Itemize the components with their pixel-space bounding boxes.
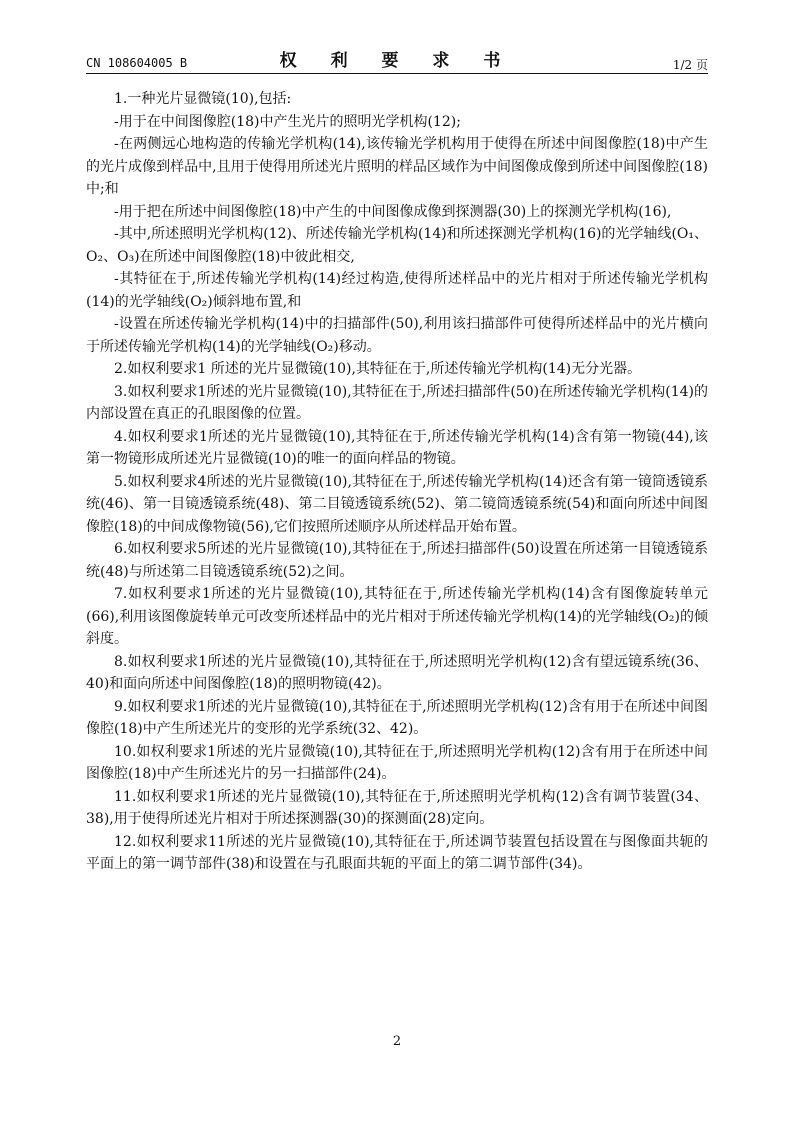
claim-paragraph: -设置在所述传输光学机构(14)中的扫描部件(50),利用该扫描部件可使得所述样品中的光片横向于所述传输光学机构(14)的光学轴线(O₂)移动。 (86, 316, 708, 355)
claim-paragraph: 10.如权利要求1所述的光片显微镜(10),其特征在于,所述照明光学机构(12)含有用于在所述中间图像腔(18)中产生所述光片的另一扫描部件(24)。 (86, 743, 708, 782)
claim-paragraph: 9.如权利要求1所述的光片显微镜(10),其特征在于,所述照明光学机构(12)含有用于在所述中间图像腔(18)中产生所述光片的变形的光学系统(32、42)。 (86, 698, 708, 737)
claim-paragraph: -其特征在于,所述传输光学机构(14)经过构造,使得所述样品中的光片相对于所述传输光学机构(14)的光学轴线(O₂)倾斜地布置,和 (86, 271, 708, 310)
document-title: 权 利 要 求 书 (279, 51, 515, 71)
claim-paragraph: 5.如权利要求4所述的光片显微镜(10),其特征在于,所述传输光学机构(14)还含有第一镜筒透镜系统(46)、第一目镜透镜系统(48)、第二目镜透镜系统(52)、第二镜筒透镜系统(54)和面向所述中间图像腔(18)的中间成像物镜(56),它们按照所述顺序从所述样品开始布置。 (86, 473, 708, 535)
header-rule (86, 73, 708, 74)
claim-paragraph: 12.如权利要求11所述的光片显微镜(10),其特征在于,所述调节装置包括设置在与图像面共轭的平面上的第一调节部件(38)和设置在与孔眼面共轭的平面上的第二调节部件(34)。 (86, 833, 708, 872)
claim-paragraph: 4.如权利要求1所述的光片显微镜(10),其特征在于,所述传输光学机构(14)含有第一物镜(44),该第一物镜形成所述光片显微镜(10)的唯一的面向样品的物镜。 (86, 428, 708, 467)
claim-paragraph: 8.如权利要求1所述的光片显微镜(10),其特征在于,所述照明光学机构(12)含有望远镜系统(36、40)和面向所述中间图像腔(18)的照明物镜(42)。 (86, 653, 708, 692)
claims-body (86, 88, 708, 876)
claim-paragraph: 11.如权利要求1所述的光片显微镜(10),其特征在于,所述照明光学机构(12)含有调节装置(34、38),用于使得所述光片相对于所述探测器(30)的探测面(28)定向。 (86, 788, 708, 827)
claim-paragraph: 7.如权利要求1所述的光片显微镜(10),其特征在于,所述传输光学机构(14)含有图像旋转单元(66),利用该图像旋转单元可改变所述样品中的光片相对于所述传输光学机构(14)的光学轴线(O₂)的倾斜度。 (86, 586, 708, 647)
claim-paragraph: -用于在中间图像腔(18)中产生光片的照明光学机构(12); (114, 113, 461, 130)
claim-paragraph: 1.一种光片显微镜(10),包括: (114, 91, 292, 107)
claim-paragraph: -用于把在所述中间图像腔(18)中产生的中间图像成像到探测器(30)上的探测光学机构(16), (114, 203, 672, 220)
claim-paragraph: -在两侧远心地构造的传输光学机构(14),该传输光学机构用于使得在所述中间图像腔(18)中产生的光片成像到样品中,且用于使得用所述光片照明的样品区域作为中间图像成像到所述中间图像腔(18)中;和 (86, 136, 708, 197)
claim-paragraph: 3.如权利要求1所述的光片显微镜(10),其特征在于,所述扫描部件(50)在所述传输光学机构(14)的内部设置在真正的孔眼图像的位置。 (86, 383, 708, 422)
page-number: 2 (392, 1034, 402, 1049)
claim-paragraph: 2.如权利要求1 所述的光片显微镜(10),其特征在于,所述传输光学机构(14)无分光器。 (114, 361, 642, 377)
page-info: 1/2 页 (672, 58, 708, 72)
claim-paragraph: -其中,所述照明光学机构(12)、所述传输光学机构(14)和所述探测光学机构(16)的光学轴线(O₁、O₂、O₃)在所述中间图像腔(18)中彼此相交, (86, 226, 708, 265)
claim-paragraph: 6.如权利要求5所述的光片显微镜(10),其特征在于,所述扫描部件(50)设置在所述第一目镜透镜系统(48)与所述第二目镜透镜系统(52)之间。 (86, 541, 708, 580)
document-number: CN 108604005 B (86, 56, 188, 70)
page-header (86, 46, 708, 72)
